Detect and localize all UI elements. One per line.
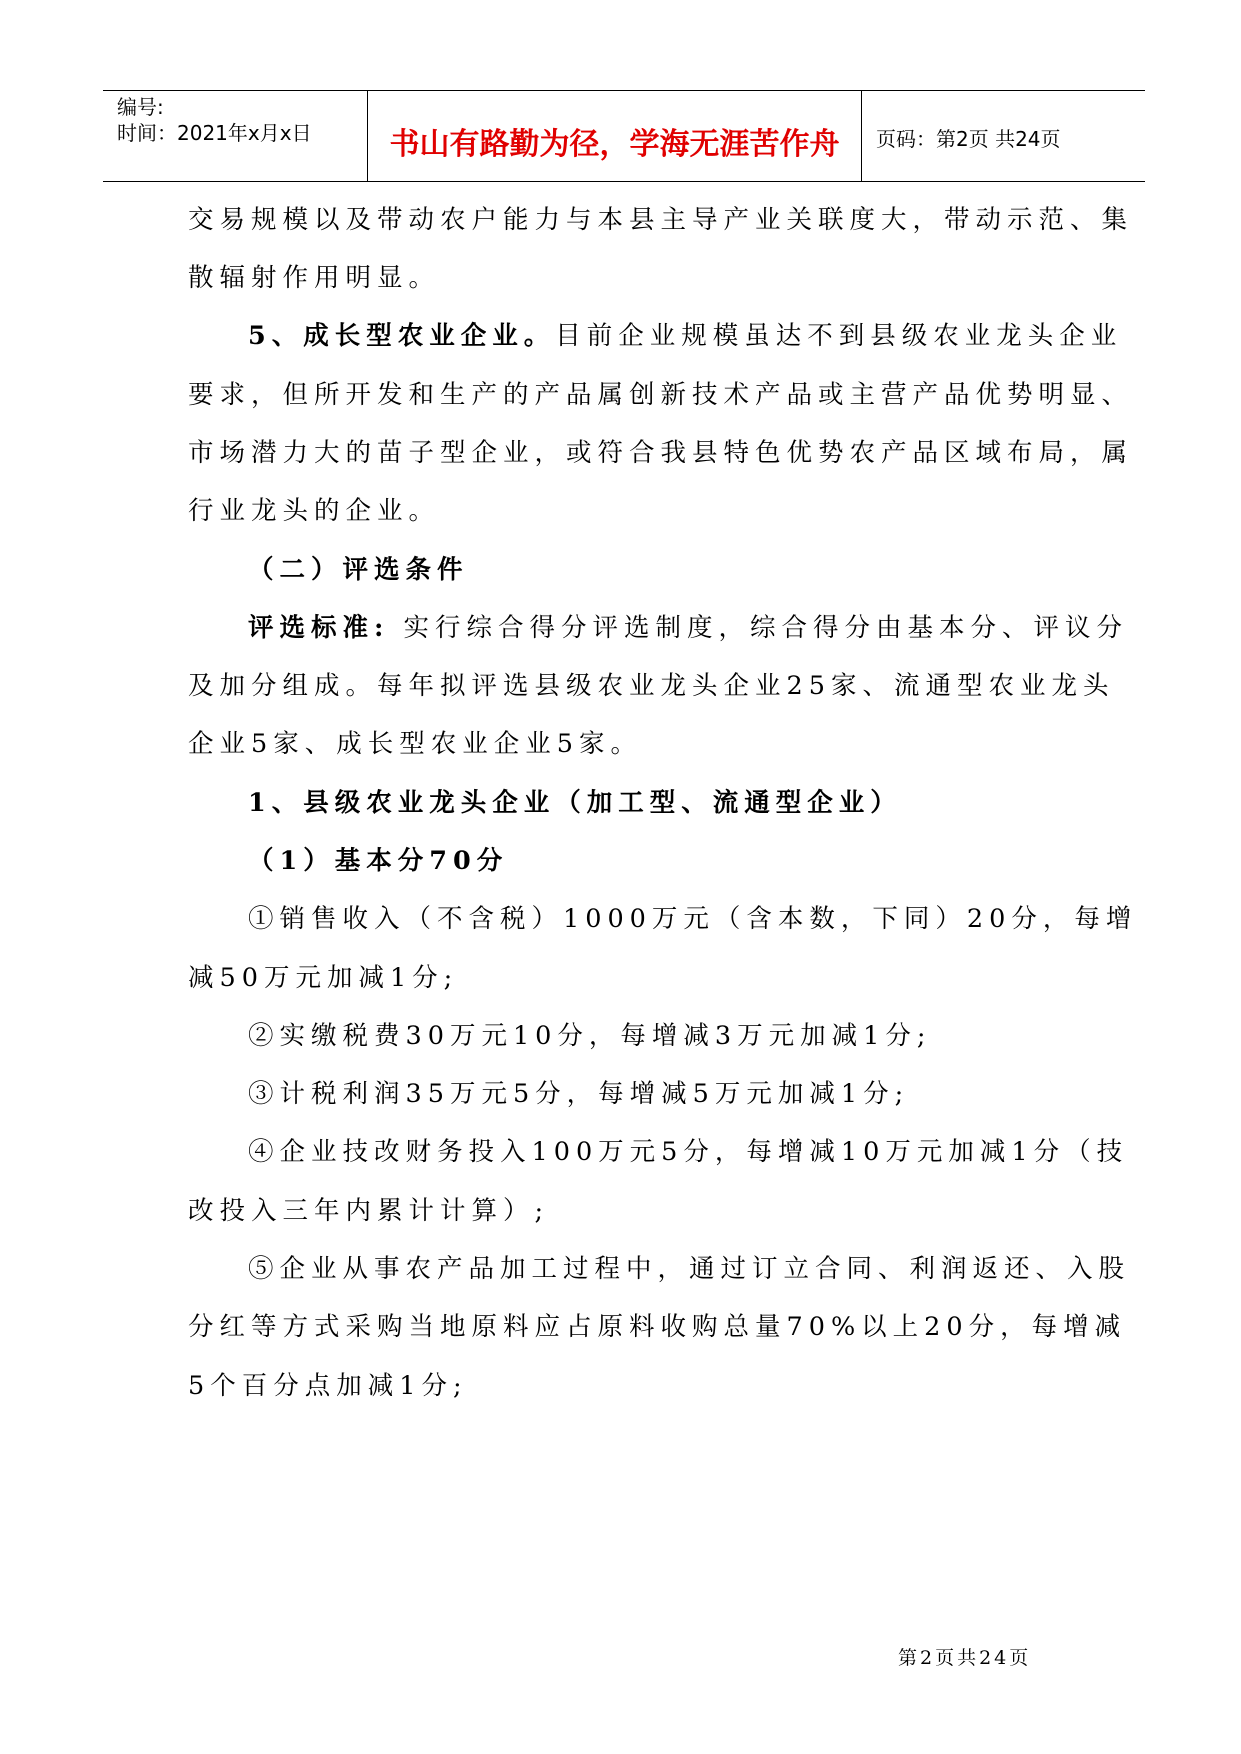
section-heading-basic-score: （1）基本分70分 [248,846,509,876]
growth-enterprise-heading: 5、成长型农业企业。 [248,321,556,351]
header-page-cell [862,91,1145,181]
list-item: ④企业技改财务投入100万元5分，每增减10万元加减1分（技 [248,1137,1129,1167]
paragraph-line: 行业龙头的企业。 [188,496,441,526]
paragraph-line [248,316,1122,352]
list-item: ⑤企业从事农产品加工过程中，通过订立合同、利润返还、入股 [248,1254,1131,1284]
page-header [103,90,1145,182]
number-label: 编号: [117,95,164,119]
motto-text: 书山有路勤为径，学海无涯苦作舟 [389,127,840,162]
list-item: ②实缴税费30万元10分，每增减3万元加减1分; [248,1021,932,1051]
list-item-continued: 5个百分点加减1分; [188,1371,468,1401]
list-item: ①销售收入（不含税）1000万元（含本数，下同）20分，每增 [248,904,1138,934]
list-item-continued: 分红等方式采购当地原料应占原料收购总量70%以上20分，每增减 [188,1312,1127,1342]
paragraph-line: 要求，但所开发和生产的产品属创新技术产品或主营产品优势明显、 [188,380,1134,410]
page-code: 页码：第2页 共24页 [876,127,1061,151]
paragraph-text: 实行综合得分评选制度，综合得分由基本分、评议分 [389,613,1129,643]
list-item: ③计税利润35万元5分，每增减5万元加减1分; [248,1079,910,1109]
time-label: 时间：2021年x月x日 [117,121,312,145]
section-heading-county: 1、县级农业龙头企业（加工型、流通型企业） [248,788,902,818]
paragraph-line: 企业5家、成长型农业企业5家。 [188,729,642,759]
list-item-continued: 减50万元加减1分; [188,963,459,993]
criteria-standard-label: 评选标准: [248,613,390,643]
list-item-continued: 改投入三年内累计计算）; [188,1196,550,1226]
paragraph-line: 市场潜力大的苗子型企业，或符合我县特色优势农产品区域布局，属 [188,438,1134,468]
paragraph-line: 散辐射作用明显。 [188,263,441,293]
section-heading-criteria: （二）评选条件 [248,555,469,585]
paragraph-line: 交易规模以及带动农户能力与本县主导产业关联度大，带动示范、集 [188,205,1134,235]
paragraph-line: 及加分组成。每年拟评选县级农业龙头企业25家、流通型农业龙头 [188,671,1115,701]
page-footer-number: 第2页共24页 [898,1647,1032,1669]
paragraph-text: 目前企业规模虽达不到县级农业龙头企业 [555,321,1123,351]
header-meta-cell [103,91,368,181]
header-motto-cell [368,91,862,181]
paragraph-line [248,608,1128,644]
